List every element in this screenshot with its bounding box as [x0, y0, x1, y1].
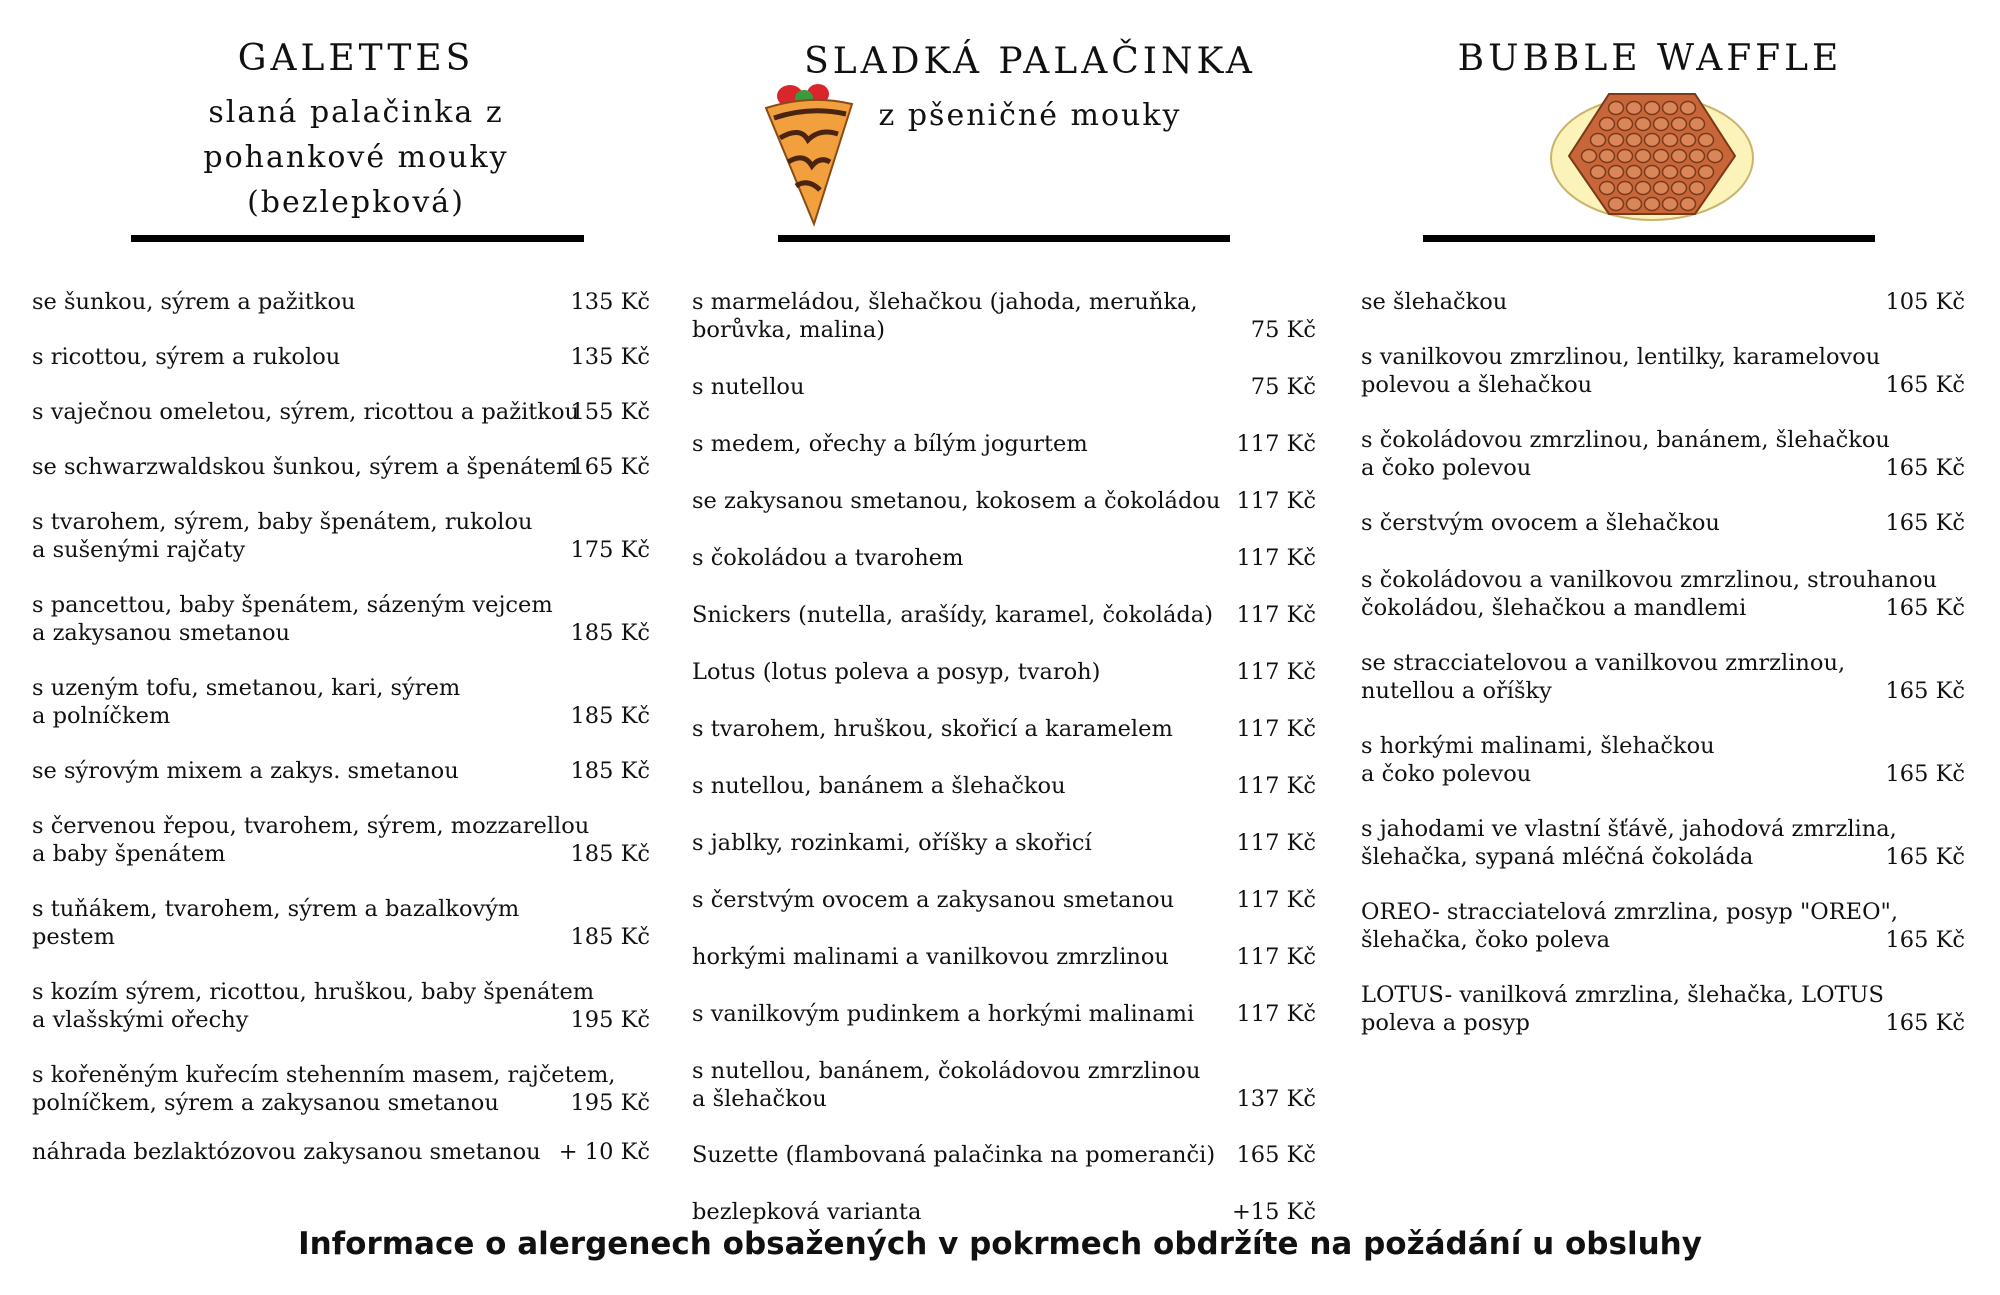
menu-item-name-line: s červenou řepou, tvarohem, sýrem, mozzarellou — [32, 813, 590, 839]
menu-item-name — [692, 601, 1213, 629]
menu-item-name-line: s čerstvým ovocem a šlehačkou — [1361, 510, 1720, 536]
menu-item-name-line: s uzeným tofu, smetanou, kari, sýrem — [32, 675, 461, 701]
menu-item-name-line: s kořeněným kuřecím stehenním masem, rajčetem, — [32, 1062, 616, 1088]
waffle-title: BUBBLE WAFFLE — [1457, 38, 1843, 79]
menu-item-price: 185 Kč — [570, 924, 650, 950]
menu-item-name-line: pestem — [32, 924, 115, 950]
menu-item — [1361, 509, 1965, 537]
menu-item-name — [1361, 981, 1884, 1037]
menu-item-name-line: náhrada bezlaktózovou zakysanou smetanou — [32, 1139, 541, 1165]
menu-item-name — [1361, 509, 1720, 537]
menu-item-price: 185 Kč — [570, 758, 650, 784]
menu-item — [32, 895, 650, 951]
menu-item-price: 165 Kč — [1885, 761, 1965, 787]
menu-item — [692, 715, 1316, 743]
menu-item — [692, 658, 1316, 686]
menu-item-name — [692, 1141, 1215, 1169]
menu-item-name-line: Suzette (flambovaná palačinka na pomeranči) — [692, 1142, 1216, 1168]
menu-item-name — [32, 895, 519, 951]
menu-item-name-line: horkými malinami a vanilkovou zmrzlinou — [692, 944, 1169, 970]
menu-item-name — [32, 343, 340, 371]
menu-item-name-line: s marmeládou, šlehačkou (jahoda, meruňka, — [692, 289, 1198, 315]
menu-item-price: 175 Kč — [570, 537, 650, 563]
menu-item-name-line: s nutellou — [692, 374, 805, 400]
menu-item-price: 135 Kč — [570, 344, 650, 370]
menu-item — [1361, 815, 1965, 871]
menu-item-name-line: a šlehačkou — [692, 1086, 827, 1112]
allergen-notice: Informace o alergenech obsažených v pokrmech obdržíte na požádání u obsluhy — [298, 1226, 1702, 1262]
menu-item-name — [32, 508, 533, 564]
menu-item-name — [32, 288, 355, 316]
menu-item — [1361, 343, 1965, 399]
galettes-subtitle-3: (bezlepková) — [247, 185, 465, 220]
menu-item-name — [692, 886, 1174, 914]
menu-item-name-line: a zakysanou smetanou — [32, 620, 291, 646]
menu-item-price: + 10 Kč — [558, 1139, 650, 1165]
menu-item — [692, 373, 1316, 401]
menu-item-name-line: poleva a posyp — [1361, 1010, 1530, 1036]
menu-item-name — [1361, 649, 1845, 705]
menu-item-price: 165 Kč — [1885, 595, 1965, 621]
menu-item-name — [692, 1057, 1200, 1113]
menu-item — [692, 1141, 1316, 1169]
menu-item-price: 117 Kč — [1236, 488, 1316, 514]
menu-item — [32, 978, 650, 1034]
menu-item-price: 117 Kč — [1236, 773, 1316, 799]
menu-item-name-line: s čokoládovou a vanilkovou zmrzlinou, strouhanou — [1361, 567, 1937, 593]
menu-item — [32, 812, 650, 868]
menu-item-price: 185 Kč — [570, 703, 650, 729]
menu-item-name — [692, 1198, 921, 1226]
menu-item — [32, 288, 650, 316]
menu-item-name-line: Lotus (lotus poleva a posyp, tvaroh) — [692, 659, 1101, 685]
menu-item-name — [692, 943, 1169, 971]
menu-item-name-line: s pancettou, baby špenátem, sázeným vejcem — [32, 592, 553, 618]
menu-item-price: 117 Kč — [1236, 830, 1316, 856]
menu-item — [692, 829, 1316, 857]
menu-item-name-line: s čerstvým ovocem a zakysanou smetanou — [692, 887, 1175, 913]
menu-item-name — [32, 398, 579, 426]
menu-item-price: 165 Kč — [1885, 372, 1965, 398]
menu-item-name-line: LOTUS- vanilková zmrzlina, šlehačka, LOTUS — [1361, 982, 1884, 1008]
menu-item-name-line: s tvarohem, hruškou, skořicí a karamelem — [692, 716, 1173, 742]
menu-item-price: 165 Kč — [1885, 927, 1965, 953]
menu-item-price: 75 Kč — [1250, 374, 1316, 400]
menu-item-name — [692, 772, 1066, 800]
menu-item-name-line: bezlepková varianta — [692, 1199, 922, 1225]
galettes-title: GALETTES — [237, 38, 475, 79]
menu-item-name — [1361, 288, 1507, 316]
menu-item — [692, 772, 1316, 800]
menu-item — [32, 453, 650, 481]
menu-item — [1361, 288, 1965, 316]
menu-item-name-line: se schwarzwaldskou šunkou, sýrem a špenátem — [32, 454, 578, 480]
menu-item-name-line: s jablky, rozinkami, oříšky a skořicí — [692, 830, 1092, 856]
menu-item-price: 117 Kč — [1236, 944, 1316, 970]
menu-item-name — [692, 544, 963, 572]
menu-item-name-line: borůvka, malina) — [692, 317, 886, 343]
menu-item — [32, 591, 650, 647]
galettes-divider — [131, 235, 584, 242]
menu-item-name — [1361, 732, 1715, 788]
menu-item — [692, 1198, 1316, 1226]
menu-item-name — [32, 1061, 615, 1117]
menu-item-price: 117 Kč — [1236, 545, 1316, 571]
menu-item-name-line: a vlašskými ořechy — [32, 1007, 249, 1033]
menu-item-name-line: a polníčkem — [32, 703, 171, 729]
menu-item-name — [32, 1138, 541, 1166]
menu-item-name-line: šlehačka, čoko poleva — [1361, 927, 1610, 953]
menu-item-price: 117 Kč — [1236, 716, 1316, 742]
menu-item-name-line: s vanilkovou zmrzlinou, lentilky, karamelovou — [1361, 344, 1881, 370]
menu-item-name-line: se zakysanou smetanou, kokosem a čokoládou — [692, 488, 1221, 514]
menu-item-name-line: s ricottou, sýrem a rukolou — [32, 344, 341, 370]
menu-item-name-line: s horkými malinami, šlehačkou — [1361, 733, 1715, 759]
menu-item-name-line: s medem, ořechy a bílým jogurtem — [692, 431, 1088, 457]
menu-item — [1361, 732, 1965, 788]
menu-item-name — [692, 658, 1100, 686]
menu-item-price: 135 Kč — [570, 289, 650, 315]
menu-item-name-line: s nutellou, banánem, čokoládovou zmrzlinou — [692, 1058, 1201, 1084]
menu-item-price: 165 Kč — [1885, 678, 1965, 704]
menu-item-name — [692, 715, 1173, 743]
menu-item-price: 195 Kč — [570, 1007, 650, 1033]
menu-item — [692, 430, 1316, 458]
menu-item-name-line: šlehačka, sypaná mléčná čokoláda — [1361, 844, 1754, 870]
menu-item-price: 165 Kč — [1885, 1010, 1965, 1036]
menu-item-name-line: Snickers (nutella, arašídy, karamel, čokoláda) — [692, 602, 1213, 628]
menu-item-name-line: se sýrovým mixem a zakys. smetanou — [32, 758, 459, 784]
menu-item — [692, 1000, 1316, 1028]
menu-item-name — [692, 430, 1088, 458]
sladka-subtitle: z pšeničné mouky — [878, 98, 1182, 133]
menu-item — [1361, 981, 1965, 1037]
crepe-icon — [760, 82, 860, 228]
menu-item — [692, 886, 1316, 914]
menu-item-name — [1361, 566, 1937, 622]
menu-item-name-line: s vanilkovým pudinkem a horkými malinami — [692, 1001, 1195, 1027]
menu-item — [1361, 898, 1965, 954]
menu-item-name — [32, 674, 460, 730]
menu-item-price: 117 Kč — [1236, 1001, 1316, 1027]
menu-item-name — [1361, 343, 1880, 399]
menu-item-name-line: s vaječnou omeletou, sýrem, ricottou a pažitkou — [32, 399, 579, 425]
menu-item-price: 155 Kč — [570, 399, 650, 425]
menu-item — [32, 757, 650, 785]
menu-item-name-line: s kozím sýrem, ricottou, hruškou, baby špenátem — [32, 979, 595, 1005]
menu-item-name-line: OREO- stracciatelová zmrzlina, posyp "OREO", — [1361, 899, 1899, 925]
menu-item-price: 75 Kč — [1250, 317, 1316, 343]
menu-item-name-line: čokoládou, šlehačkou a mandlemi — [1361, 595, 1747, 621]
menu-item-name-line: se šlehačkou — [1361, 289, 1508, 315]
menu-item-name-line: polníčkem, sýrem a zakysanou smetanou — [32, 1090, 499, 1116]
waffle-divider — [1423, 235, 1875, 242]
menu-item-name-line: a čoko polevou — [1361, 455, 1532, 481]
menu-item-name-line: s čokoládou a tvarohem — [692, 545, 964, 571]
menu-item-name-line: s čokoládovou zmrzlinou, banánem, šlehačkou — [1361, 427, 1890, 453]
menu-item — [32, 1061, 650, 1117]
menu-item-name — [692, 1000, 1194, 1028]
menu-item-name — [1361, 898, 1898, 954]
menu-item-name — [1361, 426, 1890, 482]
menu-item-price: 117 Kč — [1236, 431, 1316, 457]
menu-item-price: 137 Kč — [1236, 1086, 1316, 1112]
menu-item-name — [32, 591, 553, 647]
menu-item — [1361, 649, 1965, 705]
menu-item — [692, 487, 1316, 515]
menu-item — [692, 288, 1316, 344]
menu-item-price: 165 Kč — [570, 454, 650, 480]
menu-item — [692, 544, 1316, 572]
menu-item-name-line: s tvarohem, sýrem, baby špenátem, rukolou — [32, 509, 533, 535]
menu-item-price: 165 Kč — [1236, 1142, 1316, 1168]
menu-item-price: +15 Kč — [1231, 1199, 1316, 1225]
menu-item-name — [32, 978, 594, 1034]
menu-item-price: 117 Kč — [1236, 659, 1316, 685]
galettes-subtitle-1: slaná palačinka z — [208, 95, 504, 130]
menu-item-name-line: nutellou a oříšky — [1361, 678, 1552, 704]
menu-item-name — [32, 812, 589, 868]
menu-item-price: 105 Kč — [1885, 289, 1965, 315]
menu-item-name — [692, 373, 804, 401]
galettes-subtitle-2: pohankové mouky — [203, 140, 509, 175]
menu-item-price: 117 Kč — [1236, 887, 1316, 913]
menu-item-price: 165 Kč — [1885, 455, 1965, 481]
menu-item — [692, 1057, 1316, 1113]
sladka-title: SLADKÁ PALAČINKA — [804, 41, 1256, 82]
menu-item-name-line: s nutellou, banánem a šlehačkou — [692, 773, 1066, 799]
menu-item-name-line: a sušenými rajčaty — [32, 537, 246, 563]
menu-item — [1361, 426, 1965, 482]
menu-item-name-line: se stracciatelovou a vanilkovou zmrzlinou, — [1361, 650, 1846, 676]
menu-item-name — [32, 453, 577, 481]
menu-item-price: 165 Kč — [1885, 510, 1965, 536]
sladka-divider — [778, 235, 1230, 242]
menu-item — [692, 601, 1316, 629]
menu-item-name-line: a čoko polevou — [1361, 761, 1532, 787]
menu-item-name — [1361, 815, 1897, 871]
menu-item-name — [692, 288, 1198, 344]
bubble-waffle-icon — [1547, 84, 1757, 226]
menu-item-name — [692, 487, 1220, 515]
menu-item-name-line: se šunkou, sýrem a pažitkou — [32, 289, 356, 315]
menu-item — [32, 1138, 650, 1166]
menu-item — [32, 398, 650, 426]
menu-item-price: 185 Kč — [570, 620, 650, 646]
menu-item — [32, 343, 650, 371]
menu-item — [692, 943, 1316, 971]
menu-item-price: 165 Kč — [1885, 844, 1965, 870]
menu-item-price: 117 Kč — [1236, 602, 1316, 628]
menu-item-price: 185 Kč — [570, 841, 650, 867]
menu-item-name-line: s jahodami ve vlastní šťávě, jahodová zmrzlina, — [1361, 816, 1897, 842]
menu-item-name — [32, 757, 459, 785]
menu-item-name-line: s tuňákem, tvarohem, sýrem a bazalkovým — [32, 896, 520, 922]
menu-item — [32, 508, 650, 564]
menu-item — [1361, 566, 1965, 622]
menu-item-price: 195 Kč — [570, 1090, 650, 1116]
menu-item — [32, 674, 650, 730]
menu-item-name — [692, 829, 1092, 857]
menu-item-name-line: a baby špenátem — [32, 841, 226, 867]
menu-item-name-line: polevou a šlehačkou — [1361, 372, 1593, 398]
